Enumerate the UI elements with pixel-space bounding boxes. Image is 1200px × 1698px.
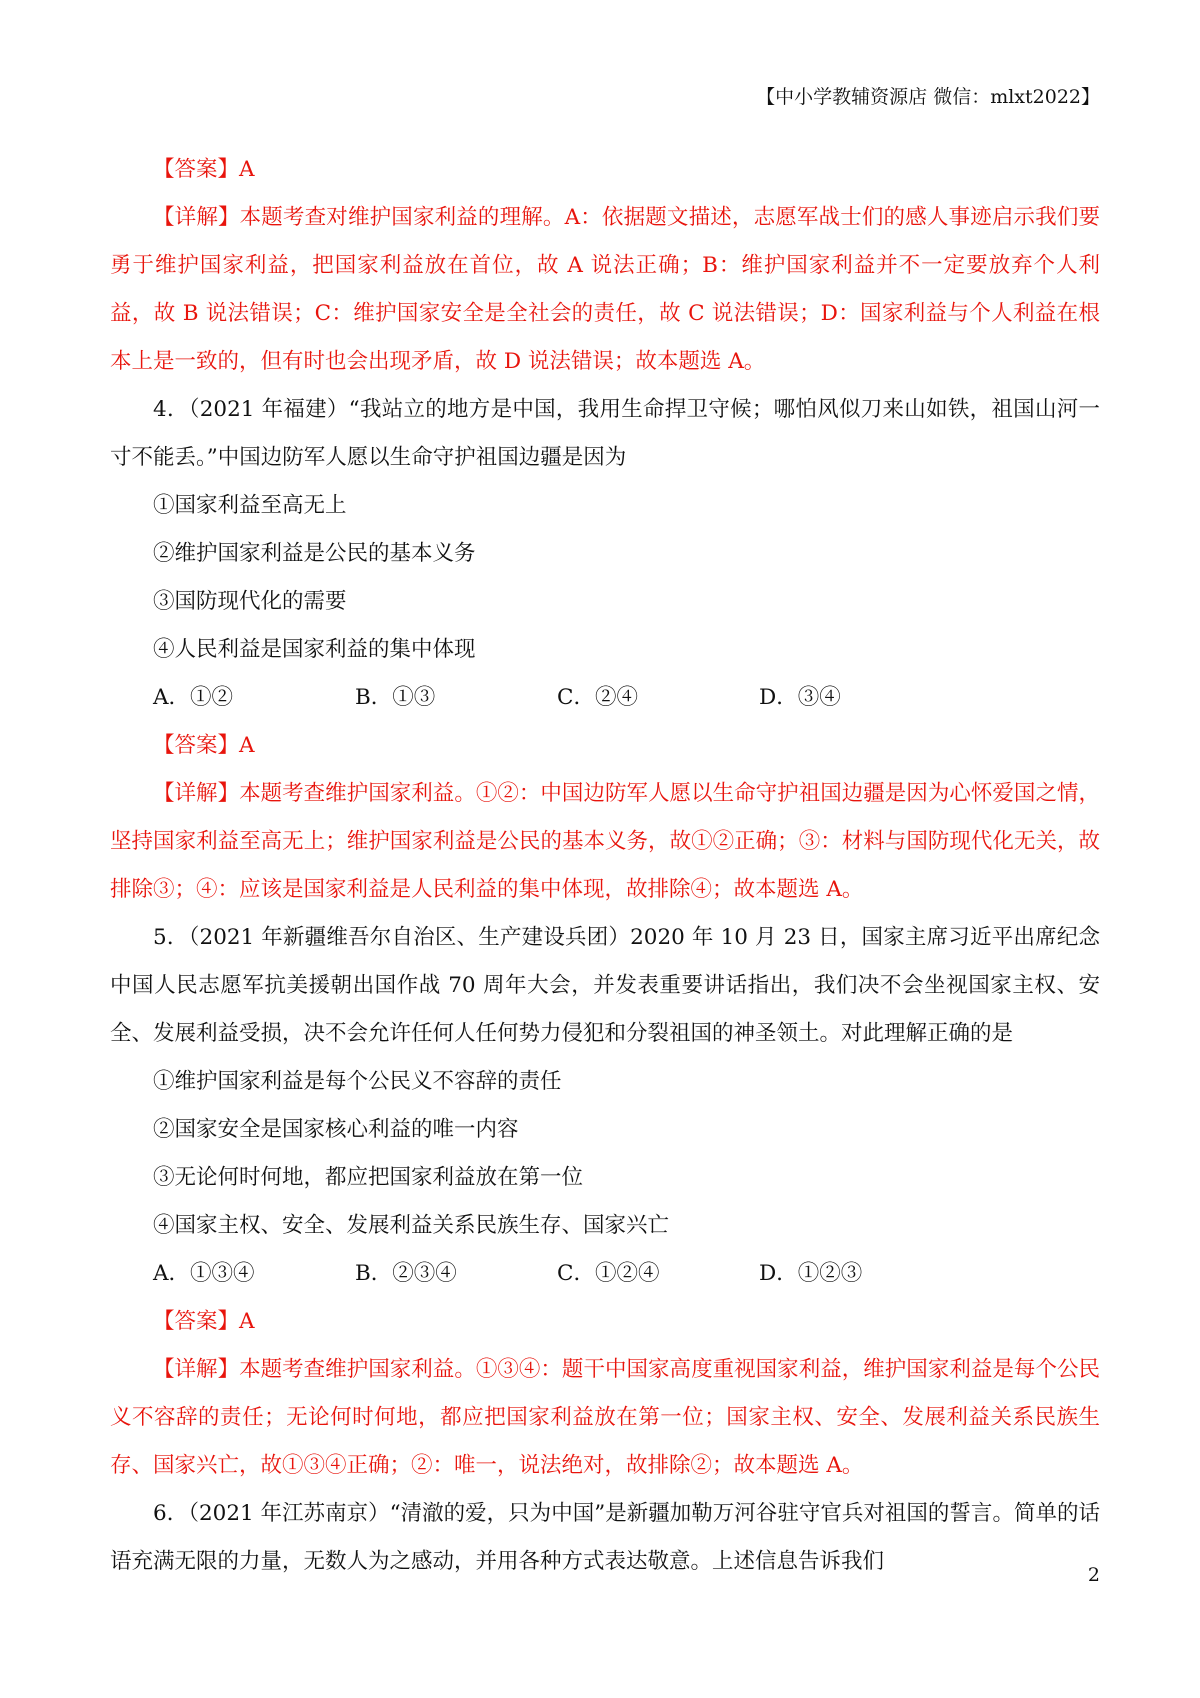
q4-item-1: ①国家利益至高无上 [153,493,347,518]
q6-stem: 6．（2021 年江苏南京）“清澈的爱，只为中国”是新疆加勒万河谷驻守官兵对祖国的誓言。简单的话语充满无限的力量，无数人为之感动，并用各种方式表达敬意。上述信息告诉我们 [110,1501,1100,1574]
q4-item-2: ②维护国家利益是公民的基本义务 [153,541,476,566]
q5-answer: 【答案】A [153,1309,255,1334]
q4-stem: 4．（2021 年福建）“我站立的地方是中国，我用生命捍卫守候；哪怕风似刀来山如铁，祖国山河一寸不能丢。”中国边防军人愿以生命守护祖国边疆是因为 [110,397,1100,470]
document-body [110,146,1100,1586]
q5-item-4: ④国家主权、安全、发展利益关系民族生存、国家兴亡 [153,1213,670,1238]
q5-option-b: B．②③④ [355,1261,457,1286]
q4-item-3: ③国防现代化的需要 [153,589,347,614]
q4-option-c: C．②④ [557,685,638,710]
q5-options [110,1250,1100,1298]
q5-option-c: C．①②④ [557,1261,660,1286]
q3-explanation: 【详解】本题考查对维护国家利益的理解。A：依据题文描述，志愿军战士们的感人事迹启示我们要勇于维护国家利益，把国家利益放在首位，故 A 说法正确；B：维护国家利益并不一定要放弃个人利益，故 B 说法错误；C：维护国家安全是全社会的责任，故 C 说法错误；D：国家利益与个人利益在根本上是一致的，但有时也会出现矛盾，故 D 说法错误；故本题选 A。 [110,205,1100,374]
q5-option-d: D．①②③ [759,1261,863,1286]
q5-option-a: A．①③④ [153,1261,255,1286]
q5-stem: 5．（2021 年新疆维吾尔自治区、生产建设兵团）2020 年 10 月 23 日，国家主席习近平出席纪念中国人民志愿军抗美援朝出国作战 70 周年大会，并发表重要讲话指出，我们决不会坐视国家主权、安全、发展利益受损，决不会允许任何人任何势力侵犯和分裂祖国的神圣领土。对此理解正确的是 [110,925,1100,1046]
page-number: 2 [1087,1564,1100,1586]
q4-explanation: 【详解】本题考查维护国家利益。①②：中国边防军人愿以生命守护祖国边疆是因为心怀爱国之情，坚持国家利益至高无上；维护国家利益是公民的基本义务，故①②正确；③：材料与国防现代化无关，故排除③；④：应该是国家利益是人民利益的集中体现，故排除④；故本题选 A。 [110,781,1100,902]
q4-option-b: B．①③ [355,685,436,710]
q5-item-3: ③无论何时何地，都应把国家利益放在第一位 [153,1165,584,1190]
q3-answer: 【答案】A [153,157,255,182]
q4-option-a: A．①② [153,685,234,710]
page-header: 【中小学教辅资源店 微信：mlxt2022】 [756,86,1100,108]
q4-item-4: ④人民利益是国家利益的集中体现 [153,637,476,662]
q5-item-2: ②国家安全是国家核心利益的唯一内容 [153,1117,519,1142]
q4-option-d: D．③④ [759,685,841,710]
q5-explanation: 【详解】本题考查维护国家利益。①③④：题干中国家高度重视国家利益，维护国家利益是每个公民义不容辞的责任；无论何时何地，都应把国家利益放在第一位；国家主权、安全、发展利益关系民族生存、国家兴亡，故①③④正确；②：唯一，说法绝对，故排除②；故本题选 A。 [110,1357,1100,1478]
q4-options [110,674,1100,722]
q5-item-1: ①维护国家利益是每个公民义不容辞的责任 [153,1069,562,1094]
q4-answer: 【答案】A [153,733,255,758]
